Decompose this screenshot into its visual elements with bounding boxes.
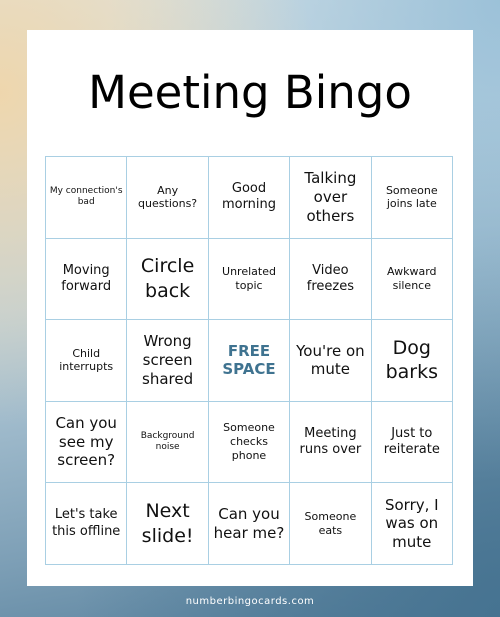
bingo-grid: [45, 156, 453, 565]
bingo-cell[interactable]: Someone eats: [290, 483, 371, 565]
bingo-cell[interactable]: Meeting runs over: [290, 402, 371, 484]
bingo-cell[interactable]: Sorry, I was on mute: [372, 483, 453, 565]
bingo-cell[interactable]: Someone joins late: [372, 157, 453, 239]
bingo-cell[interactable]: Good morning: [209, 157, 290, 239]
bingo-cell[interactable]: Someone checks phone: [209, 402, 290, 484]
bingo-cell[interactable]: Next slide!: [127, 483, 208, 565]
bingo-cell[interactable]: Video freezes: [290, 239, 371, 321]
bingo-cell[interactable]: Awkward silence: [372, 239, 453, 321]
bingo-cell[interactable]: Just to reiterate: [372, 402, 453, 484]
bingo-cell[interactable]: Dog barks: [372, 320, 453, 402]
bingo-cell[interactable]: Wrong screen shared: [127, 320, 208, 402]
bingo-cell[interactable]: Can you see my screen?: [46, 402, 127, 484]
bingo-cell[interactable]: Background noise: [127, 402, 208, 484]
bingo-cell[interactable]: Can you hear me?: [209, 483, 290, 565]
bingo-cell[interactable]: Let's take this offline: [46, 483, 127, 565]
bingo-cell[interactable]: Child interrupts: [46, 320, 127, 402]
bingo-cell[interactable]: You're on mute: [290, 320, 371, 402]
bingo-cell[interactable]: My connection's bad: [46, 157, 127, 239]
free-space-cell[interactable]: FREE SPACE: [209, 320, 290, 402]
bingo-cell[interactable]: Circle back: [127, 239, 208, 321]
bingo-cell[interactable]: Unrelated topic: [209, 239, 290, 321]
site-watermark: numberbingocards.com: [185, 596, 315, 607]
bingo-cell[interactable]: Talking over others: [290, 157, 371, 239]
page-title: Meeting Bingo: [88, 66, 412, 119]
bingo-cell[interactable]: Any questions?: [127, 157, 208, 239]
bingo-cell[interactable]: Moving forward: [46, 239, 127, 321]
